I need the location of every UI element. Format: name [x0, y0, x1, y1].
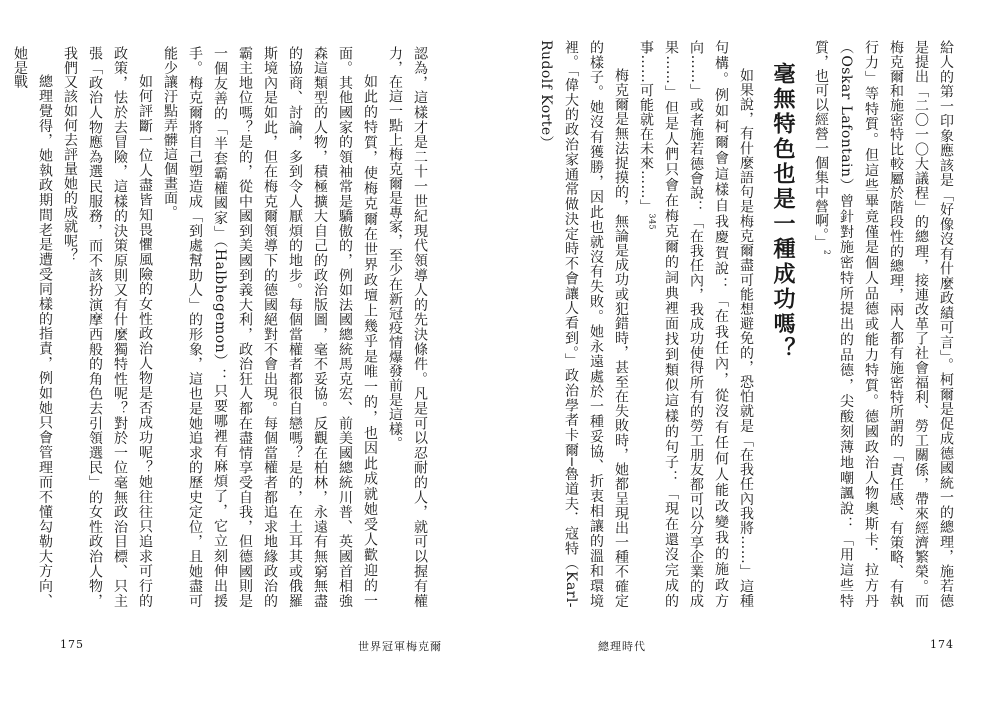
page-number: 174 [930, 638, 954, 651]
right-page [500, 0, 1000, 709]
page-number: 175 [60, 638, 84, 651]
body-paragraph: 認為，這樣才是二十一世紀現代領導人的先決條件。凡是可以忍耐的人，就可以握有權力，在這一點上梅克爾是專家，至少在新冠疫情爆發前是這樣。 [387, 46, 428, 608]
right-page-body [540, 40, 958, 608]
body-paragraph [633, 40, 758, 608]
left-page-body [12, 46, 432, 608]
footnote-mark: 5 [647, 224, 657, 231]
footnote-mark: 3 [647, 213, 657, 219]
paragraph-text: 如果說，有什麼語句是梅克爾盡可能想避免的，恐怕就是「在我任內我將……」這種句構。例如柯爾會這樣自我慶賀說：「在我任內，從沒有任何人能改變我的施政方向……」或者施若德會說：「在我任內，我成功使得所有的勞工朋友都可以分享企業的成果……」但是人們只會在梅克爾的詞典裡面找到類似這樣的句子：「現在還沒完成的事……可能就在未來……」 [638, 40, 754, 608]
body-paragraph: 如此的特質，使梅克爾在世界政壇上幾乎是唯一的，也因此成就她受人歡迎的一面。其他國家的領袖常是驕傲的，例如法國總統馬克宏、前美國總統川普、英國首相強森這類型的人物，積極擴大自己的政治版圖，毫不妥協。反觀在柏林，永遠有無窮無盡的協商、討論，多到令人厭煩的地步。每個當權者都很自戀嗎？是的，在土耳其或俄羅斯境內是如此，但在梅克爾領導下的德國絕對不會出現。每個當權者都追求地緣政治的霸主地位嗎？是的，從中國到美國到義大利，政治狂人都在盡情享受自我，但德國則是一個友善的「半套霸權國家」（Halbhegemon）：只要哪裡有麻煩了，它立刻伸出援手。梅克爾將自己塑造成「到處幫助人」的形象，這也是她追求的歷史定位，且她盡可能少讓汙點弄髒這個畫面。 [162, 46, 378, 608]
running-title: 世界冠軍梅克爾 [358, 640, 442, 653]
body-paragraph: 梅克爾是無法捉摸的，無論是成功或犯錯時，甚至在失敗時，她都呈現出一種不確定的樣子。她沒有獲勝，因此也就沒有失敗。她永遠處於一種妥協、折衷相讓的溫和環境裡。「偉大的政治家通常做決定時不會讓人看到。」政治學者卡爾─魯道夫．寇特（Karl-Rudolf Korte） [538, 40, 629, 608]
body-paragraph [808, 40, 958, 608]
running-title: 總理時代 [598, 640, 646, 653]
paragraph-text: 給人的第一印象應該是「好像沒有什麼政績可言」。柯爾是促成德國統一的總理，施若德是提出「二〇一〇大議程」的總理，接連改革了社會福利、勞工關係，帶來經濟繁榮。而梅克爾和施密特比較屬於階段性的總理，兩人都有施密特所謂的「責任感、有策略、有執行力」等特質。但這些畢竟僅是個人品德或能力特質。德國政治人物奧斯卡．拉方丹（Oskar Lafontain）曾針對施密特所提出的品德，尖酸刻薄地嘲諷說：「用這些特質，也可以經營一個集中營啊。」 [813, 40, 954, 608]
body-paragraph: 如何評斷一位人盡皆知畏懼風險的女性政治人物是否成功呢？她往往只追求可行的政策，怯於去冒險，這樣的決策原則又有什麼獨特性呢？對於一位毫無政治目標、只主張「政治人物應為選民服務，而不該扮演摩西般的角色去引領選民」的女性政治人物，我們又該如何去評量她的成就呢？ [62, 46, 153, 608]
body-paragraph: 總理覺得，她執政期間老是遭受同樣的指責，例如她只會管理而不懂勾勒大方向、她是戰 [12, 46, 53, 608]
footnote-mark: 2 [822, 249, 832, 256]
footnote-mark: 4 [647, 218, 657, 225]
section-heading: 毫無特色也是一種成功嗎？ [770, 62, 796, 362]
